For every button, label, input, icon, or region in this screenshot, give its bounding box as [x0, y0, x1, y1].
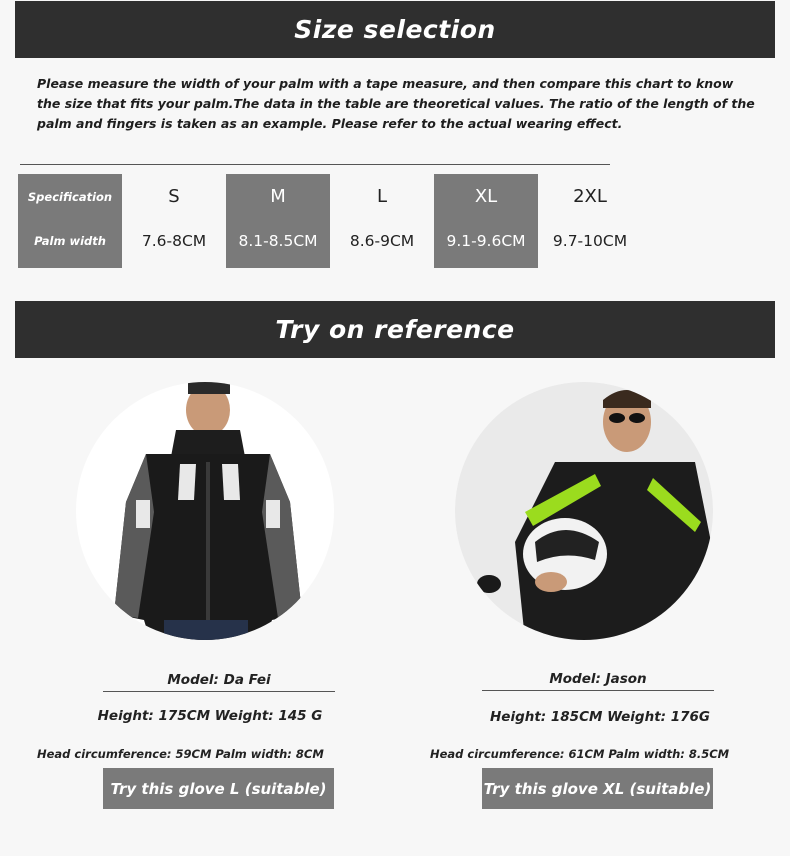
- palm-range: 8.6-9CM: [349, 232, 415, 250]
- jacket-illustration: [455, 382, 713, 640]
- size-column-m: [226, 174, 330, 268]
- divider: [20, 164, 610, 165]
- size-label: 2XL: [573, 186, 607, 207]
- try-glove-label: Try this glove XL (suitable): [483, 779, 712, 798]
- divider: [482, 690, 714, 691]
- model-stats: Height: 185CM Weight: 176G: [489, 709, 711, 725]
- size-column-xl: [434, 174, 538, 268]
- size-column-l: [330, 174, 434, 268]
- try-glove-xl-button[interactable]: [482, 768, 713, 809]
- size-column-2xl: [538, 174, 642, 268]
- row-label-specification: Specification: [27, 190, 113, 204]
- size-table: [18, 174, 642, 268]
- table-header-column: [18, 174, 122, 268]
- model-head-palm: Head circumference: 61CM Palm width: 8.5CM: [430, 747, 730, 761]
- try-on-banner: [15, 301, 775, 358]
- size-selection-banner: [15, 1, 775, 58]
- size-label: S: [168, 186, 180, 207]
- size-label: L: [376, 186, 388, 207]
- model-photo-da-fei: [76, 382, 334, 640]
- size-label: XL: [474, 186, 498, 207]
- palm-range: 9.7-10CM: [552, 232, 628, 250]
- intro-text: Please measure the width of your palm with a tape measure, and then compare this chart to know the size that fits your palm.The data in the table are theoretical values. The ratio of the length of the palm and fingers is taken as an example. Please refer to the actual wearing effect.: [37, 76, 755, 131]
- model-name: Model: Jason: [549, 671, 647, 687]
- jacket-illustration: [76, 382, 334, 640]
- divider: [103, 691, 335, 692]
- size-label: M: [270, 186, 286, 207]
- palm-range: 8.1-8.5CM: [238, 232, 318, 250]
- size-selection-title: Size selection: [294, 15, 496, 44]
- palm-range: 9.1-9.6CM: [446, 232, 526, 250]
- try-on-title: Try on reference: [275, 315, 515, 344]
- model-head-palm: Head circumference: 59CM Palm width: 8CM: [37, 747, 324, 761]
- model-stats: Height: 175CM Weight: 145 G: [97, 708, 323, 724]
- size-column-s: [122, 174, 226, 268]
- row-label-palm-width: Palm width: [34, 234, 106, 248]
- try-glove-l-button[interactable]: [103, 768, 334, 809]
- try-glove-label: Try this glove L (suitable): [110, 779, 327, 798]
- palm-range: 7.6-8CM: [141, 232, 207, 250]
- model-photo-jason: [455, 382, 713, 640]
- model-name: Model: Da Fei: [167, 672, 271, 688]
